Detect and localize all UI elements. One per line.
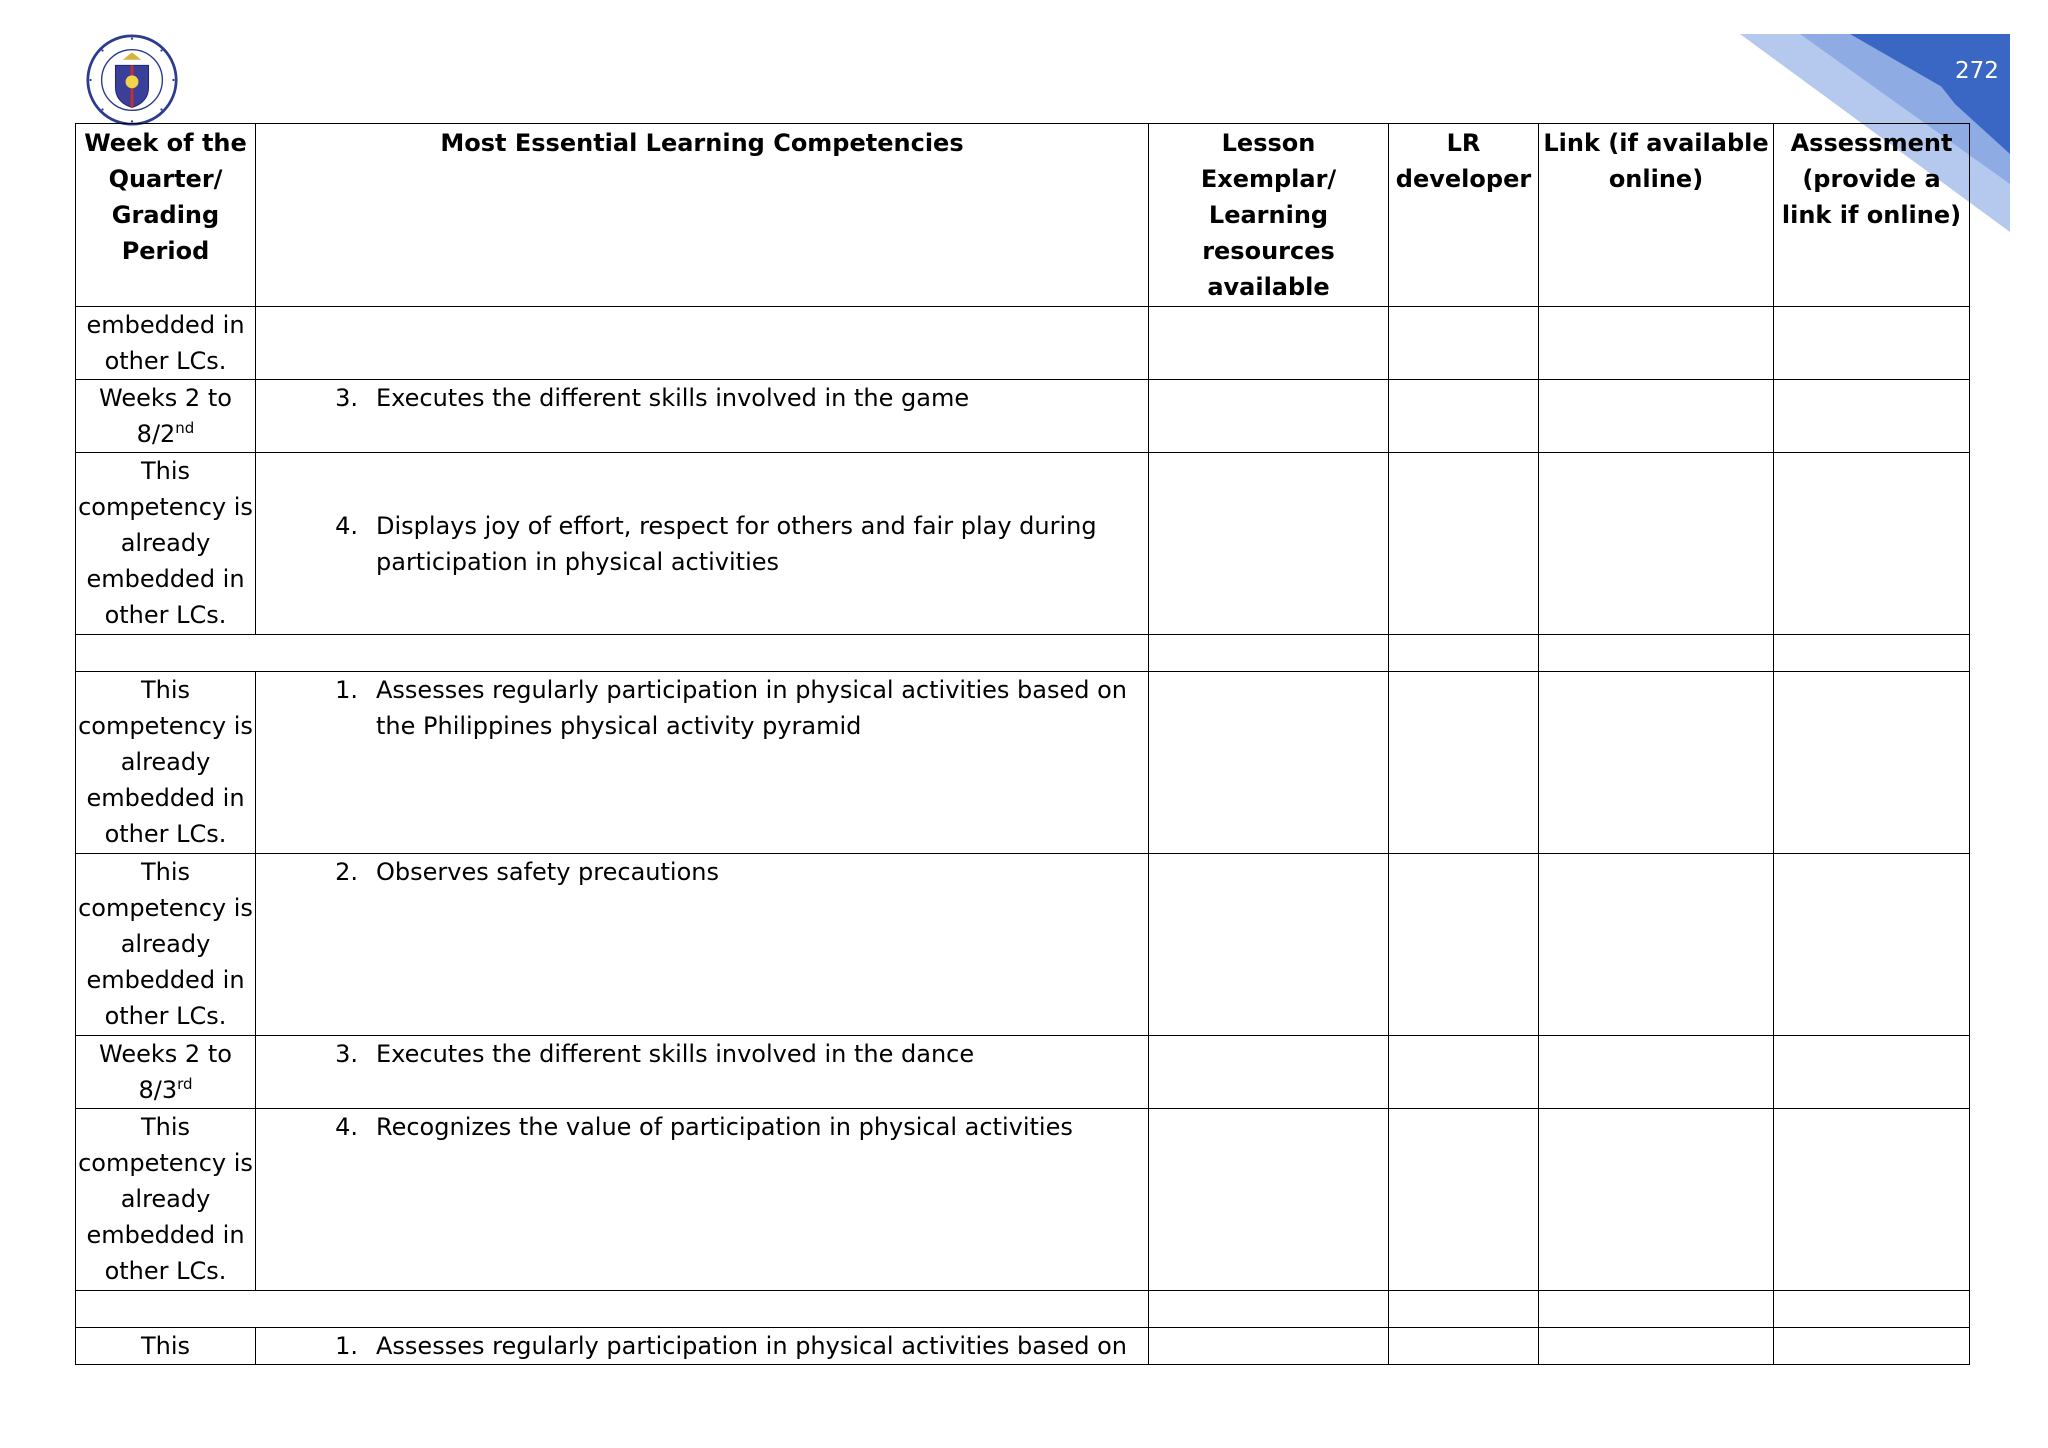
- empty-cell: [1389, 380, 1539, 453]
- empty-cell: [1149, 307, 1389, 380]
- header-link: Link (if available online): [1539, 124, 1774, 307]
- table-row: [76, 1328, 1970, 1365]
- empty-cell: [1774, 672, 1970, 854]
- week-text: Weeks 2 to 8/3: [99, 1040, 232, 1104]
- table-row: [76, 1109, 1970, 1291]
- deped-seal-logo: [86, 34, 178, 126]
- item-number: 4.: [335, 1113, 358, 1141]
- table-row-separator: [76, 1291, 1970, 1328]
- week-cell: This competency is already embedded in other LCs.: [76, 854, 256, 1036]
- table-row-separator: [76, 635, 1970, 672]
- empty-cell: [1149, 1328, 1389, 1365]
- item-number: 3.: [335, 384, 358, 412]
- week-cell: This competency is already embedded in other LCs.: [76, 672, 256, 854]
- competency-text: Observes safety precautions: [376, 858, 719, 886]
- item-number: 1.: [335, 1332, 358, 1360]
- empty-cell: [1389, 1109, 1539, 1291]
- table-row: [76, 1036, 1970, 1109]
- item-number: 4.: [335, 511, 358, 540]
- header-week: Week of the Quarter/ Grading Period: [76, 124, 256, 307]
- table-row: [76, 380, 1970, 453]
- header-assessment: Assessment (provide a link if online): [1774, 124, 1970, 307]
- empty-cell: [1389, 307, 1539, 380]
- item-number: 3.: [335, 1040, 358, 1068]
- empty-cell: [1149, 1109, 1389, 1291]
- empty-cell: [1539, 635, 1774, 672]
- empty-cell: [1389, 635, 1539, 672]
- empty-cell: [1149, 672, 1389, 854]
- empty-cell: [1149, 1291, 1389, 1328]
- ordinal-suffix: nd: [175, 419, 195, 437]
- empty-cell: [1539, 1291, 1774, 1328]
- separator-cell: [76, 1291, 1149, 1328]
- competency-text: Executes the different skills involved in the dance: [376, 1040, 975, 1068]
- empty-cell: [1149, 854, 1389, 1036]
- empty-cell: [1774, 380, 1970, 453]
- competency-text: Assesses regularly participation in physical activities based on the Philippines physical activity pyramid: [376, 676, 1128, 740]
- empty-cell: [1539, 1328, 1774, 1365]
- competency-cell: [256, 307, 1149, 380]
- empty-cell: [1539, 1036, 1774, 1109]
- week-cell: [76, 380, 256, 453]
- empty-cell: [1539, 854, 1774, 1036]
- empty-cell: [1774, 1109, 1970, 1291]
- empty-cell: [1539, 672, 1774, 854]
- header-lr-developer: LR developer: [1389, 124, 1539, 307]
- empty-cell: [1539, 1109, 1774, 1291]
- empty-cell: [1389, 672, 1539, 854]
- week-text: Weeks 2 to 8/2: [99, 384, 232, 448]
- week-cell: This competency is already embedded in other LCs.: [76, 1109, 256, 1291]
- page-number: 272: [1955, 58, 1999, 84]
- empty-cell: [1774, 307, 1970, 380]
- competency-cell: [256, 453, 1149, 635]
- competency-cell: [256, 1328, 1149, 1365]
- empty-cell: [1149, 635, 1389, 672]
- empty-cell: [1389, 1328, 1539, 1365]
- competency-cell: [256, 1109, 1149, 1291]
- header-melc: Most Essential Learning Competencies: [256, 124, 1149, 307]
- empty-cell: [1149, 1036, 1389, 1109]
- empty-cell: [1774, 453, 1970, 635]
- item-number: 2.: [335, 858, 358, 886]
- empty-cell: [1774, 1328, 1970, 1365]
- empty-cell: [1149, 453, 1389, 635]
- week-cell: This: [76, 1328, 256, 1365]
- empty-cell: [1774, 854, 1970, 1036]
- empty-cell: [1389, 453, 1539, 635]
- empty-cell: [1539, 380, 1774, 453]
- table-row: [76, 854, 1970, 1036]
- table-row: [76, 672, 1970, 854]
- table-header-row: [76, 124, 1970, 307]
- header-lesson: Lesson Exemplar/ Learning resources available: [1149, 124, 1389, 307]
- competency-cell: [256, 854, 1149, 1036]
- table-row: [76, 307, 1970, 380]
- melc-table: [75, 123, 1970, 1365]
- competency-text: Assesses regularly participation in physical activities based on: [376, 1332, 1128, 1360]
- week-cell: embedded in other LCs.: [76, 307, 256, 380]
- competency-text: Executes the different skills involved in the game: [376, 384, 970, 412]
- competency-text: Recognizes the value of participation in physical activities: [376, 1113, 1073, 1141]
- week-cell: This competency is already embedded in other LCs.: [76, 453, 256, 635]
- competency-cell: [256, 1036, 1149, 1109]
- competency-cell: [256, 380, 1149, 453]
- empty-cell: [1389, 854, 1539, 1036]
- competency-cell: [256, 672, 1149, 854]
- competency-text: Displays joy of effort, respect for others and fair play during participation in physical activities: [376, 511, 1097, 576]
- empty-cell: [1774, 635, 1970, 672]
- empty-cell: [1389, 1291, 1539, 1328]
- empty-cell: [1774, 1036, 1970, 1109]
- ordinal-suffix: rd: [177, 1075, 193, 1093]
- table-row: [76, 453, 1970, 635]
- week-cell: [76, 1036, 256, 1109]
- empty-cell: [1539, 453, 1774, 635]
- empty-cell: [1389, 1036, 1539, 1109]
- empty-cell: [1539, 307, 1774, 380]
- empty-cell: [1774, 1291, 1970, 1328]
- item-number: 1.: [335, 676, 358, 704]
- empty-cell: [1149, 380, 1389, 453]
- separator-cell: [76, 635, 1149, 672]
